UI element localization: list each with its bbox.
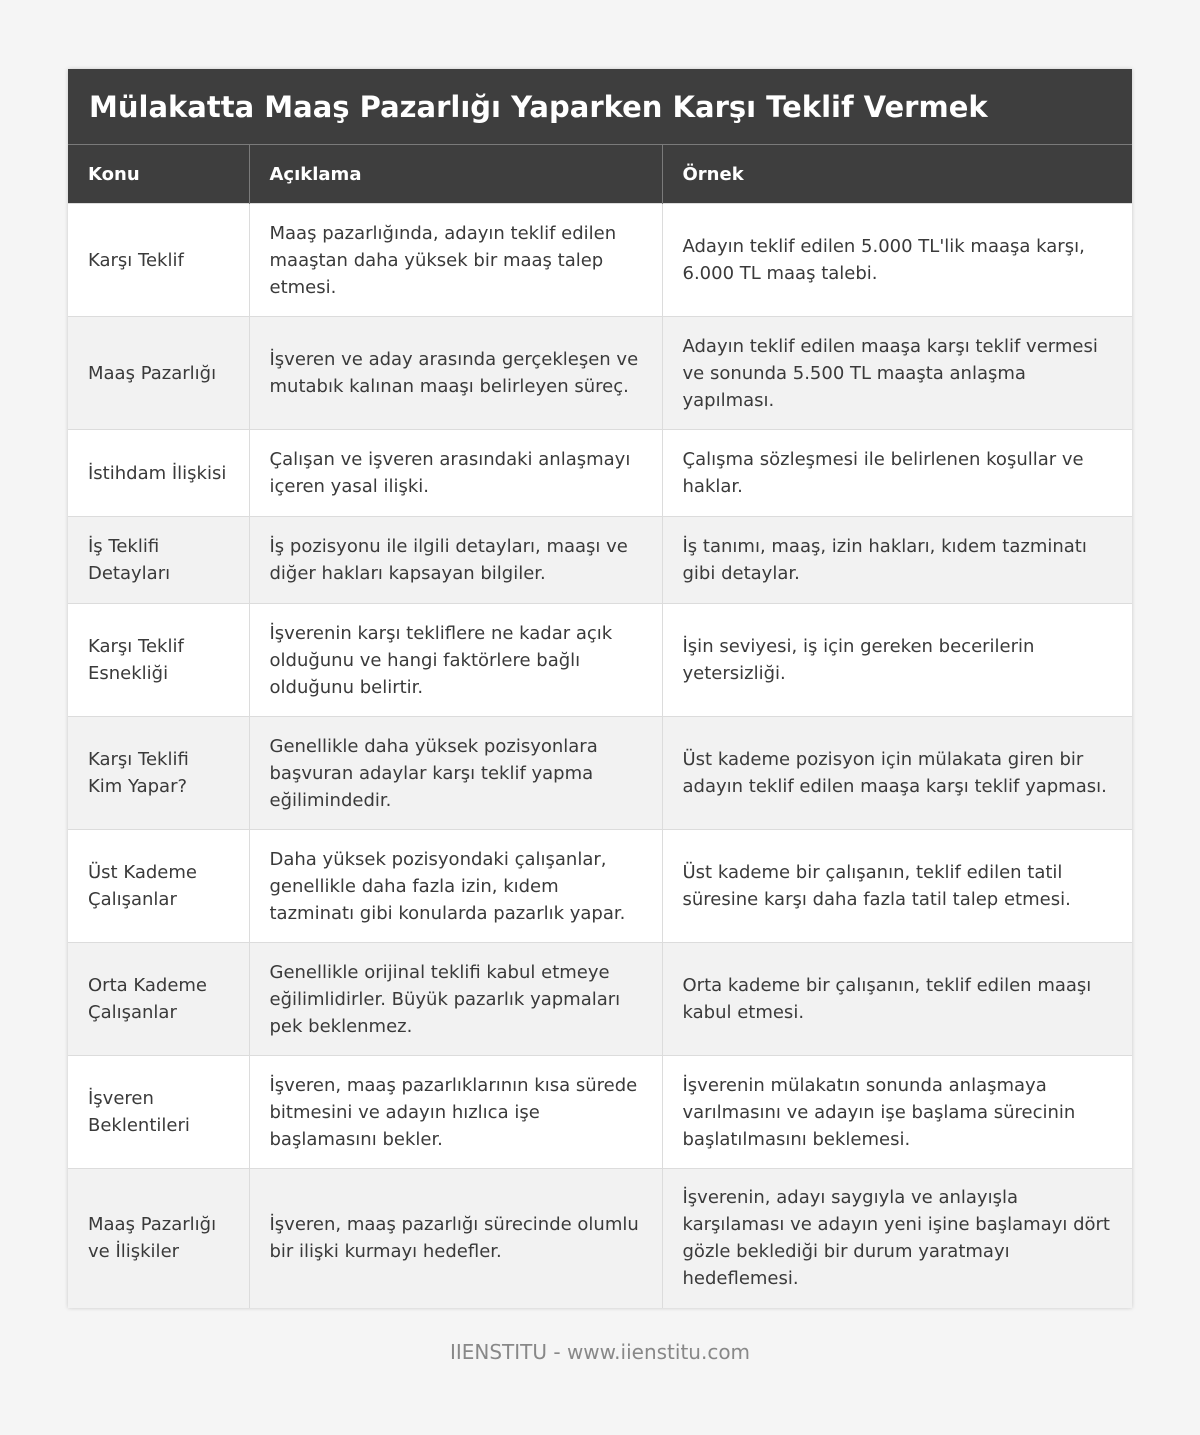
column-header-konu: Konu bbox=[68, 145, 249, 204]
column-header-ornek: Örnek bbox=[662, 145, 1132, 204]
cell-ornek: İşverenin mülakatın sonunda anlaşmaya varılmasını ve adayın işe başlama sürecinin başlatılmasını beklemesi. bbox=[662, 1056, 1132, 1169]
cell-ornek: Üst kademe pozisyon için mülakata giren bir adayın teklif edilen maaşa karşı teklif yapması. bbox=[662, 717, 1132, 830]
cell-ornek: İş tanımı, maaş, izin hakları, kıdem tazminatı gibi detaylar. bbox=[662, 517, 1132, 604]
table-row bbox=[68, 517, 1132, 604]
cell-konu: Maaş Pazarlığı bbox=[68, 317, 249, 430]
footer-credit: IIENSTITU - www.iienstitu.com bbox=[449, 1340, 751, 1364]
cell-konu: İşveren Beklentileri bbox=[68, 1056, 249, 1169]
table-row bbox=[68, 1056, 1132, 1169]
cell-konu: Karşı Teklifi Kim Yapar? bbox=[68, 717, 249, 830]
cell-konu: Maaş Pazarlığı ve İlişkiler bbox=[68, 1169, 249, 1308]
cell-aciklama: Genellikle daha yüksek pozisyonlara başvuran adaylar karşı teklif yapma eğilimindedir. bbox=[249, 717, 662, 830]
table-row bbox=[68, 204, 1132, 317]
table-row bbox=[68, 430, 1132, 517]
cell-aciklama: İşveren, maaş pazarlıklarının kısa sürede bitmesini ve adayın hızlıca işe başlamasını bekler. bbox=[249, 1056, 662, 1169]
cell-ornek: Üst kademe bir çalışanın, teklif edilen tatil süresine karşı daha fazla tatil talep etmesi. bbox=[662, 830, 1132, 943]
cell-konu: Karşı Teklif Esnekliği bbox=[68, 604, 249, 717]
cell-aciklama: Daha yüksek pozisyondaki çalışanlar, genellikle daha fazla izin, kıdem tazminatı gibi konularda pazarlık yapar. bbox=[249, 830, 662, 943]
table-row bbox=[68, 830, 1132, 943]
cell-ornek: İşverenin, adayı saygıyla ve anlayışla karşılaması ve adayın yeni işine başlamayı dört gözle beklediği bir durum yaratmayı hedeflemesi. bbox=[662, 1169, 1132, 1308]
cell-konu: İstihdam İlişkisi bbox=[68, 430, 249, 517]
cell-konu: Karşı Teklif bbox=[68, 204, 249, 317]
cell-aciklama: İşverenin karşı tekliflere ne kadar açık olduğunu ve hangi faktörlere bağlı olduğunu belirtir. bbox=[249, 604, 662, 717]
cell-aciklama: Maaş pazarlığında, adayın teklif edilen maaştan daha yüksek bir maaş talep etmesi. bbox=[249, 204, 662, 317]
cell-ornek: Adayın teklif edilen 5.000 TL'lik maaşa karşı, 6.000 TL maaş talebi. bbox=[662, 204, 1132, 317]
cell-konu: Orta Kademe Çalışanlar bbox=[68, 943, 249, 1056]
cell-ornek: Adayın teklif edilen maaşa karşı teklif vermesi ve sonunda 5.500 TL maaşta anlaşma yapılması. bbox=[662, 317, 1132, 430]
info-table bbox=[68, 144, 1132, 1308]
table-row bbox=[68, 717, 1132, 830]
table-row bbox=[68, 317, 1132, 430]
table-row bbox=[68, 604, 1132, 717]
cell-konu: İş Teklifi Detayları bbox=[68, 517, 249, 604]
page-title: Mülakatta Maaş Pazarlığı Yaparken Karşı Teklif Vermek bbox=[89, 89, 988, 124]
column-header-aciklama: Açıklama bbox=[249, 145, 662, 204]
table-card bbox=[68, 69, 1132, 1308]
table-row bbox=[68, 1169, 1132, 1308]
cell-ornek: İşin seviyesi, iş için gereken becerilerin yetersizliği. bbox=[662, 604, 1132, 717]
cell-ornek: Orta kademe bir çalışanın, teklif edilen maaşı kabul etmesi. bbox=[662, 943, 1132, 1056]
cell-aciklama: İşveren ve aday arasında gerçekleşen ve mutabık kalınan maaşı belirleyen süreç. bbox=[249, 317, 662, 430]
cell-ornek: Çalışma sözleşmesi ile belirlenen koşullar ve haklar. bbox=[662, 430, 1132, 517]
cell-konu: Üst Kademe Çalışanlar bbox=[68, 830, 249, 943]
cell-aciklama: İşveren, maaş pazarlığı sürecinde olumlu bir ilişki kurmayı hedefler. bbox=[249, 1169, 662, 1308]
cell-aciklama: Çalışan ve işveren arasındaki anlaşmayı içeren yasal ilişki. bbox=[249, 430, 662, 517]
cell-aciklama: Genellikle orijinal teklifi kabul etmeye eğilimlidirler. Büyük pazarlık yapmaları pek beklenmez. bbox=[249, 943, 662, 1056]
table-row bbox=[68, 943, 1132, 1056]
cell-aciklama: İş pozisyonu ile ilgili detayları, maaşı ve diğer hakları kapsayan bilgiler. bbox=[249, 517, 662, 604]
table-header-row bbox=[68, 145, 1132, 204]
title-bar bbox=[68, 69, 1132, 144]
